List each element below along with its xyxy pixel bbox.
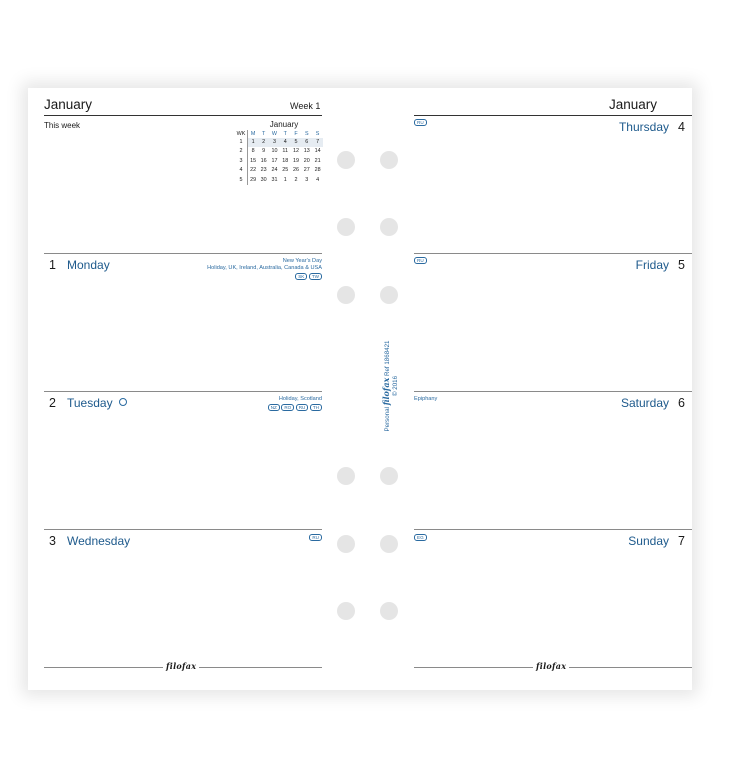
mini-cal-week: 3 bbox=[235, 157, 248, 166]
mini-cal-head: S bbox=[304, 131, 309, 137]
mini-cal-day: 10 bbox=[271, 148, 278, 155]
country-badge: RU bbox=[414, 119, 427, 126]
spine-copyright: © 2016 bbox=[392, 375, 399, 397]
day-name-row bbox=[67, 396, 127, 410]
moon-phase-icon bbox=[119, 398, 127, 406]
mini-cal-day: 14 bbox=[314, 148, 321, 155]
mini-cal-head: F bbox=[294, 131, 298, 137]
mini-cal-week: 1 bbox=[235, 138, 248, 147]
mini-cal-day: 1 bbox=[283, 176, 287, 183]
mini-cal-day: 30 bbox=[260, 176, 267, 183]
country-badge: EG bbox=[414, 534, 427, 541]
right-header-rule bbox=[414, 115, 692, 116]
mini-cal-head: W bbox=[271, 131, 277, 137]
mini-calendar-grid bbox=[235, 130, 323, 185]
mini-cal-day: 7 bbox=[312, 138, 323, 147]
mini-cal-day: 3 bbox=[305, 176, 309, 183]
day-name: Monday bbox=[67, 258, 110, 272]
ring-hole bbox=[380, 535, 398, 553]
mini-cal-day: 2 bbox=[294, 176, 298, 183]
day-rule bbox=[44, 253, 322, 254]
mini-cal-head: T bbox=[283, 131, 287, 137]
holiday-note bbox=[414, 534, 427, 542]
mini-calendar-row bbox=[235, 166, 323, 175]
left-month-title: January bbox=[44, 97, 93, 112]
mini-cal-day: 25 bbox=[282, 167, 289, 174]
planner-sheet bbox=[28, 88, 692, 690]
day-name: Saturday bbox=[620, 396, 669, 410]
mini-cal-day: 17 bbox=[271, 157, 278, 164]
mini-cal-head: S bbox=[315, 131, 320, 137]
spine-brand: filofax bbox=[381, 377, 391, 406]
day-name: Sunday bbox=[628, 534, 669, 548]
ring-hole bbox=[337, 151, 355, 169]
mini-cal-day: 24 bbox=[271, 167, 278, 174]
mini-calendar bbox=[235, 120, 323, 185]
ring-hole bbox=[337, 467, 355, 485]
week-number: Week 1 bbox=[290, 101, 321, 111]
spine-size: Personal bbox=[384, 407, 391, 432]
day-number: 4 bbox=[678, 120, 685, 134]
mini-cal-week: 2 bbox=[235, 147, 248, 156]
ring-hole bbox=[337, 286, 355, 304]
mini-cal-head: M bbox=[250, 131, 256, 137]
mini-calendar-row bbox=[235, 176, 323, 185]
ring-hole bbox=[337, 602, 355, 620]
day-name: Thursday bbox=[618, 120, 669, 134]
mini-cal-day: 13 bbox=[303, 148, 310, 155]
spine-reference bbox=[382, 341, 400, 432]
mini-calendar-header bbox=[235, 130, 323, 138]
country-badge: NZ bbox=[268, 404, 280, 411]
day-number: 3 bbox=[49, 534, 56, 548]
day-number: 7 bbox=[678, 534, 685, 548]
mini-cal-week: 4 bbox=[235, 166, 248, 175]
mini-cal-day: 15 bbox=[250, 157, 257, 164]
mini-cal-day: 4 bbox=[280, 138, 291, 147]
mini-cal-day: 11 bbox=[282, 148, 289, 155]
mini-cal-day: 23 bbox=[260, 167, 267, 174]
mini-cal-head: T bbox=[262, 131, 266, 137]
ring-hole bbox=[380, 467, 398, 485]
mini-cal-day: 1 bbox=[248, 138, 259, 147]
holiday-title: Epiphany bbox=[414, 396, 438, 402]
mini-cal-day: 12 bbox=[293, 148, 300, 155]
mini-cal-day: 5 bbox=[291, 138, 302, 147]
mini-cal-day: 26 bbox=[293, 167, 300, 174]
mini-calendar-row bbox=[235, 138, 323, 147]
ring-hole bbox=[380, 602, 398, 620]
ring-hole bbox=[337, 218, 355, 236]
holiday-title: Holiday, Scotland bbox=[278, 396, 322, 402]
country-badge: TH bbox=[310, 404, 322, 411]
holiday-note bbox=[414, 257, 427, 265]
country-badge: RU bbox=[296, 404, 309, 411]
mini-cal-day: 3 bbox=[269, 138, 280, 147]
mini-calendar-title: January bbox=[269, 120, 299, 129]
day-rule bbox=[414, 391, 692, 392]
mini-cal-day: 8 bbox=[251, 148, 255, 155]
day-name: Friday bbox=[635, 258, 669, 272]
mini-cal-head: WK bbox=[235, 130, 248, 138]
country-badge: RU bbox=[414, 257, 427, 264]
mini-cal-day: 28 bbox=[314, 167, 321, 174]
country-badge: RO bbox=[281, 404, 294, 411]
mini-cal-day: 31 bbox=[271, 176, 278, 183]
mini-cal-day: 16 bbox=[260, 157, 267, 164]
holiday-note bbox=[266, 396, 322, 412]
day-number: 6 bbox=[678, 396, 685, 410]
mini-cal-day: 18 bbox=[282, 157, 289, 164]
country-badge: RU bbox=[309, 534, 322, 541]
day-number: 2 bbox=[49, 396, 56, 410]
mini-cal-day: 27 bbox=[303, 167, 310, 174]
day-name: Tuesday bbox=[67, 396, 113, 410]
mini-cal-day: 6 bbox=[301, 138, 312, 147]
this-week-label: This week bbox=[44, 121, 81, 130]
day-number: 1 bbox=[49, 258, 56, 272]
mini-cal-day: 20 bbox=[303, 157, 310, 164]
mini-cal-day: 22 bbox=[250, 167, 257, 174]
holiday-detail: Holiday, UK, Ireland, Australia, Canada & USA bbox=[207, 265, 322, 271]
holiday-note bbox=[308, 534, 322, 542]
ring-hole bbox=[380, 151, 398, 169]
mini-cal-day: 19 bbox=[293, 157, 300, 164]
left-header-rule bbox=[44, 115, 322, 116]
mini-cal-week: 5 bbox=[235, 176, 248, 185]
holiday-title: New Year's Day bbox=[282, 258, 322, 264]
day-rule bbox=[414, 253, 692, 254]
country-badge: SK bbox=[295, 273, 307, 280]
day-rule bbox=[44, 529, 322, 530]
holiday-note bbox=[207, 258, 322, 281]
mini-cal-day: 2 bbox=[258, 138, 269, 147]
day-rule bbox=[44, 391, 322, 392]
mini-cal-day: 21 bbox=[314, 157, 321, 164]
filofax-logo: filofax bbox=[533, 661, 569, 671]
ring-hole bbox=[380, 218, 398, 236]
mini-cal-day: 29 bbox=[250, 176, 257, 183]
country-badge: TW bbox=[309, 273, 322, 280]
ring-hole bbox=[337, 535, 355, 553]
mini-calendar-row bbox=[235, 147, 323, 156]
day-number: 5 bbox=[678, 258, 685, 272]
mini-calendar-row bbox=[235, 157, 323, 166]
right-month-title: January bbox=[608, 97, 657, 112]
holiday-note bbox=[414, 119, 427, 127]
day-rule bbox=[414, 529, 692, 530]
mini-cal-day: 4 bbox=[316, 176, 320, 183]
ring-hole bbox=[380, 286, 398, 304]
spine-ref: Ref 1868421 bbox=[384, 340, 391, 376]
day-name: Wednesday bbox=[67, 534, 131, 548]
mini-cal-day: 9 bbox=[262, 148, 266, 155]
filofax-logo: filofax bbox=[163, 661, 199, 671]
